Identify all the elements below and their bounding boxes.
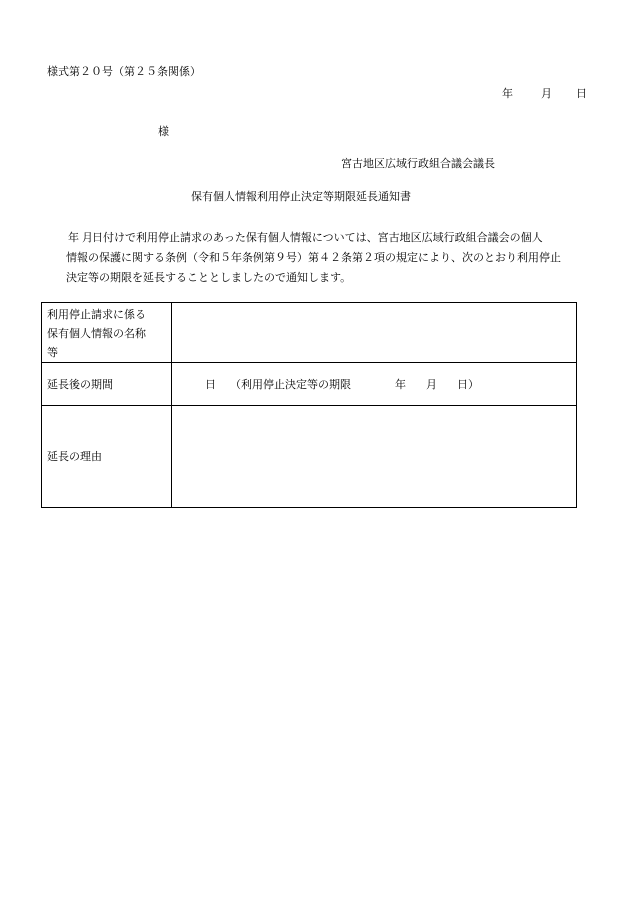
info-table [41, 302, 577, 508]
row-value-name[interactable] [172, 303, 577, 363]
date-month: 月 [541, 87, 552, 100]
date-year: 年 [502, 87, 513, 100]
body-line-2: 情報の保護に関する条例（令和５年条例第９号）第４２条第２項の規定により、次のとおり利用停止 [66, 251, 561, 264]
row-label-name: 利用停止請求に係る 保有個人情報の名称 等 [42, 303, 172, 363]
date-day: 日 [576, 87, 587, 100]
row-label-reason: 延長の理由 [42, 406, 172, 508]
table-row-reason [42, 406, 577, 508]
row-value-period[interactable]: 日 （利用停止決定等の期限 年 月 日） [172, 363, 577, 406]
row-value-reason[interactable] [172, 406, 577, 508]
body-line-1: 年 月日付けで利用停止請求のあった保有個人情報については、宮古地区広域行政組合議会の個人 [68, 231, 543, 244]
table-row-name [42, 303, 577, 363]
form-number: 様式第２０号（第２５条関係） [47, 65, 201, 78]
recipient-line: 様 [158, 125, 169, 138]
document-title: 保有個人情報利用停止決定等期限延長通知書 [191, 190, 411, 203]
body-text [66, 228, 586, 288]
date-line [502, 88, 587, 99]
body-line-3: 決定等の期限を延長することとしましたので通知します。 [66, 271, 352, 284]
sender-name: 宮古地区広域行政組合議会議長 [341, 157, 495, 170]
table-row-period [42, 363, 577, 406]
row-label-period: 延長後の期間 [42, 363, 172, 406]
